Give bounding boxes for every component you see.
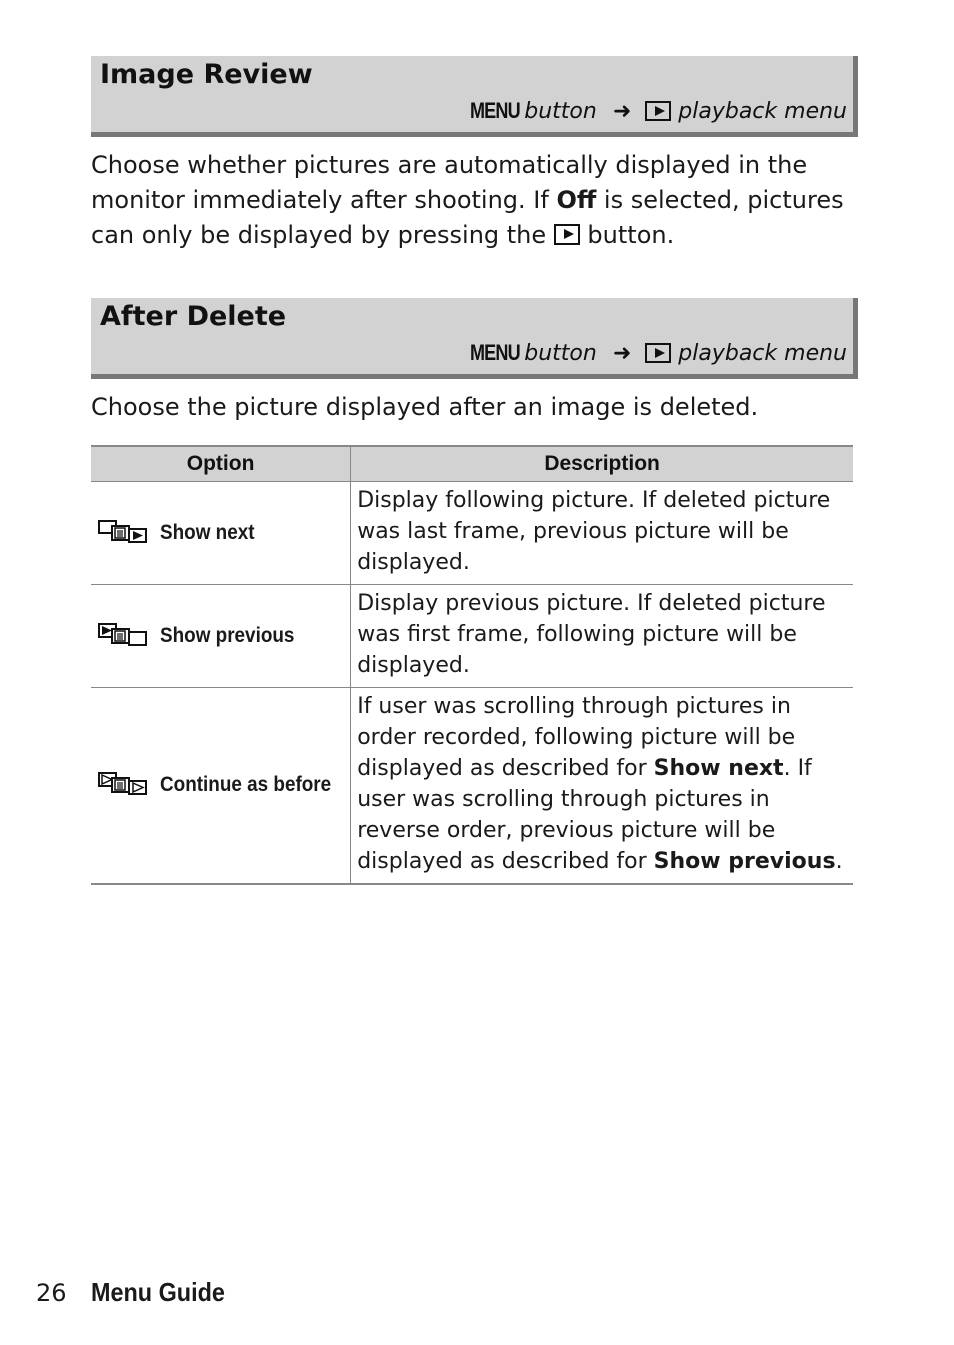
option-cell [91,481,351,584]
off-option: Off [556,186,597,214]
playback-icon [645,101,671,121]
show-next-icon [98,518,148,548]
description-cell: Display following picture. If deleted picture was last frame, previous picture will be displayed. [351,481,853,584]
after-delete-header [91,298,858,379]
table-row [91,584,853,687]
option-label: Continue as before [160,773,332,796]
option-cell [91,687,351,884]
footer-title: Menu Guide [91,1277,225,1307]
description-cell: If user was scrolling through pictures in order recorded, following picture will be displayed as described for Show next. If user was scrolling through pictures in reverse order, previous picture will be displayed as described for Show previous. [351,687,853,884]
menu-path [459,98,847,124]
show-previous-icon [98,621,148,651]
menu-name: playback menu [678,98,847,124]
option-label: Show previous [160,623,295,647]
menu-button-label: MENU [470,98,521,123]
playback-icon [645,343,671,363]
playback-button-icon [554,224,580,245]
page-number: 26 [36,1279,67,1307]
section-title: After Delete [100,301,287,332]
arrow-icon: ➜ [612,98,632,124]
after-delete-description: Choose the picture displayed after an image is deleted. [91,393,759,421]
menu-button-label: MENU [470,340,521,365]
section-title: Image Review [100,59,313,90]
table-row [91,687,853,884]
show-next-reference: Show next [653,755,784,781]
option-cell [91,584,351,687]
arrow-icon: ➜ [612,340,632,366]
show-previous-reference: Show previous [653,848,836,874]
button-word: button [524,98,597,124]
image-review-description: Choose whether pictures are automatically displayed in the monitor immediately after shooting. If Off is selected, pictures can only be displayed by pressing the button. [91,151,844,249]
button-word: button [524,340,597,366]
description-cell: Display previous picture. If deleted picture was first frame, following picture will be displayed. [351,584,853,687]
continue-as-before-icon [98,770,148,800]
image-review-header [91,56,858,137]
description-column-header: Description [351,446,853,481]
options-table [91,445,853,885]
table-row [91,481,853,584]
menu-path [459,340,847,366]
option-label: Show next [160,520,255,544]
option-column-header: Option [91,446,351,481]
table-header-row [91,446,853,481]
menu-name: playback menu [678,340,847,366]
